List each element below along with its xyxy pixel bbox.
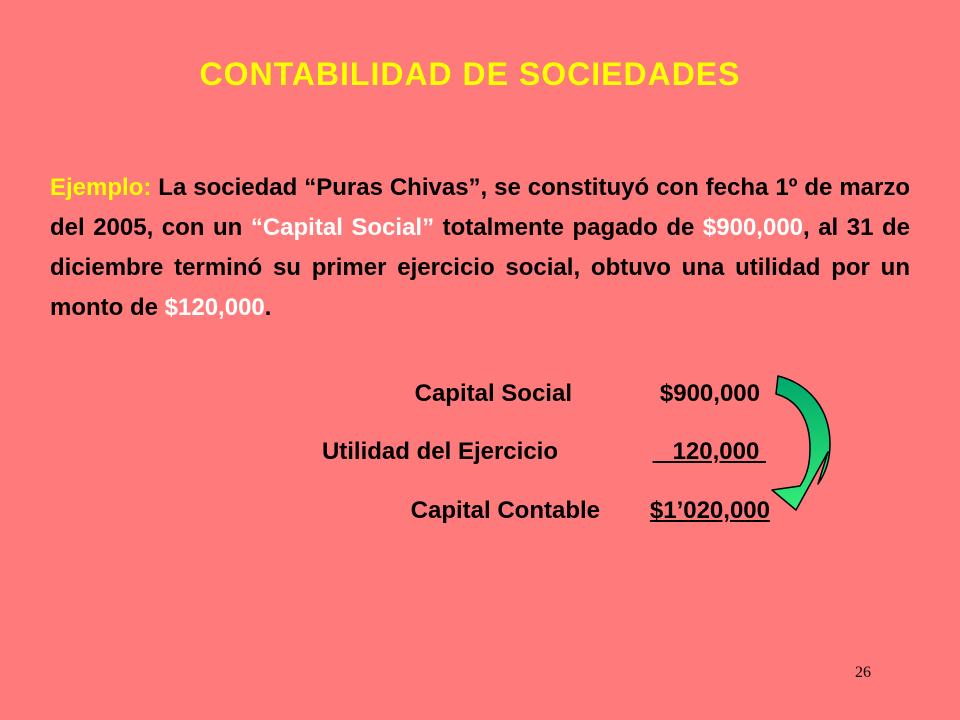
paragraph-text-1: La sociedad “Puras Chivas”, se constituyó con fecha 1º de marzo del 2005, con un — [50, 174, 910, 241]
utilidad-label: Utilidad del Ejercicio — [321, 438, 558, 465]
capital-social-value: $900,000 — [659, 380, 760, 407]
capital-social-label: Capital Social — [414, 380, 572, 407]
paragraph-text-3: , al 31 de diciembre terminó su primer ejercicio social, obtuvo una utilidad por un monto de — [50, 214, 910, 321]
example-paragraph — [50, 168, 910, 328]
example-lead: Ejemplo: — [50, 174, 152, 201]
paragraph-text-4: . — [264, 294, 272, 321]
curved-arrow-icon — [770, 370, 840, 520]
capital-contable-value: $1’020,000 — [649, 497, 770, 524]
capital-social-quote: “Capital Social” — [250, 214, 435, 241]
utilidad-value: 120,000 — [652, 438, 766, 465]
page-number: 26 — [855, 664, 871, 681]
paragraph-text-2: totalmente pagado de — [434, 214, 703, 241]
amount-capital: $900,000 — [702, 214, 804, 241]
amount-utilidad: $120,000 — [164, 294, 265, 321]
slide-title: CONTABILIDAD DE SOCIEDADES — [199, 56, 741, 92]
capital-contable-label: Capital Contable — [410, 497, 600, 524]
